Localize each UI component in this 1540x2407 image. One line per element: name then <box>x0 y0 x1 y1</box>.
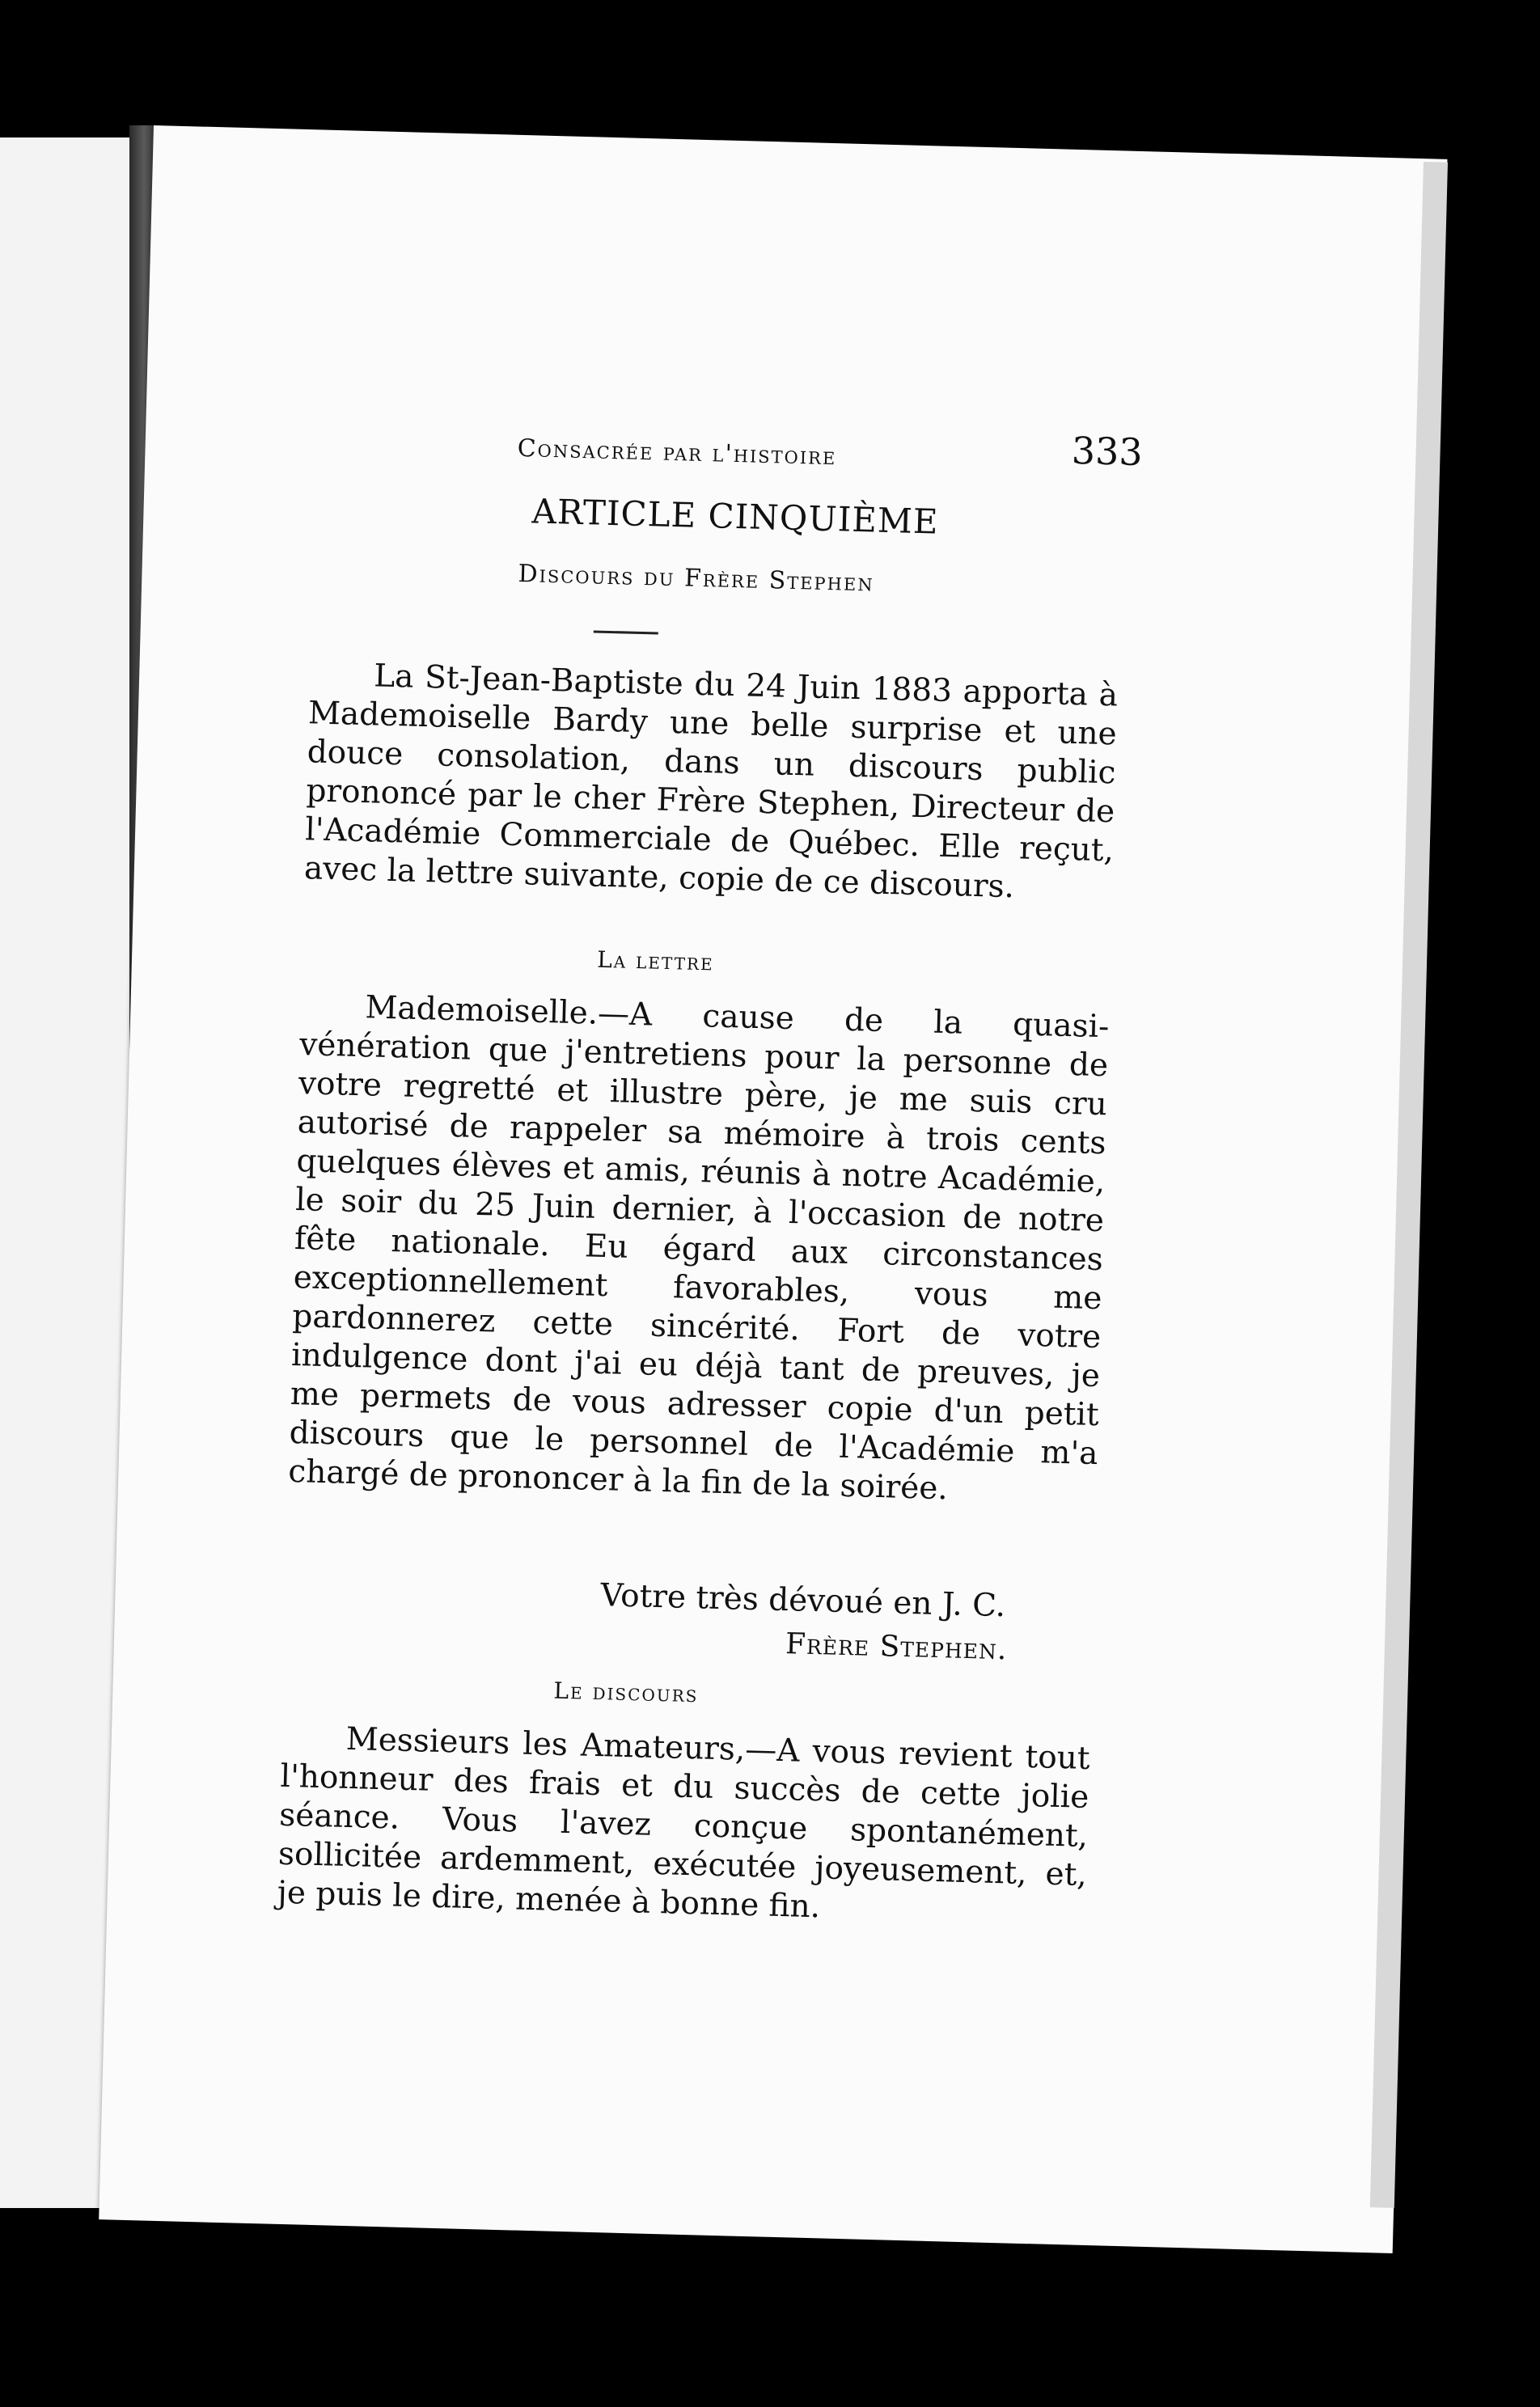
letter-closing: Votre très dévoué en J. C. <box>600 1577 1006 1625</box>
article-title: ARTICLE CINQUIÈME <box>531 491 940 542</box>
letter-signature: Frère Stephen. <box>785 1627 1008 1667</box>
page-number: 333 <box>1071 428 1144 475</box>
book-page <box>99 125 1447 2253</box>
section-heading-discours: Le discours <box>553 1677 699 1708</box>
speech-paragraph: Messieurs les Amateurs,—A vous revient tout l'honneur des frais et du succès de cette jolie séance. Vous l'avez conçue spontanément, sollicitée ardemment, exécutée joyeusement, et, je puis le dire, menée à bonne fin. <box>277 1720 1091 1926</box>
intro-paragraph: La St-Jean-Baptiste du 24 Juin 1883 apporta à Mademoiselle Bardy une belle surprise et une douce consolation, dans un discours public prononcé par le cher Frère Stephen, Directeur de l'Académie Commerciale de Québec. Elle reçut, avec la lettre suivante, copie de ce discours. <box>303 658 1119 906</box>
letter-paragraph: Mademoiselle.—A cause de la quasi-vénération que j'entretiens pour la personne de votre regretté et illustre père, je me suis cru autorisé de rappeler sa mémoire à trois cents quelques élèves et amis, réunis à notre Académie, le soir du 25 Juin dernier, à l'occasion de notre fête nationale. Eu égard aux circonstances exceptionnellement favorables, vous me pardonnerez cette sincérité. Fort de votre indulgence dont j'ai eu déjà tant de preuves, je me permets de vous adresser copie d'un petit discours que le personnel de l'Académie m'a chargé de prononcer à la fin de la soirée. <box>287 989 1110 1508</box>
section-heading-lettre: La lettre <box>596 945 715 976</box>
article-subtitle: Discours du Frère Stephen <box>518 559 875 598</box>
title-rule <box>594 630 658 634</box>
running-head: Consacrée par l'histoire <box>517 434 837 472</box>
